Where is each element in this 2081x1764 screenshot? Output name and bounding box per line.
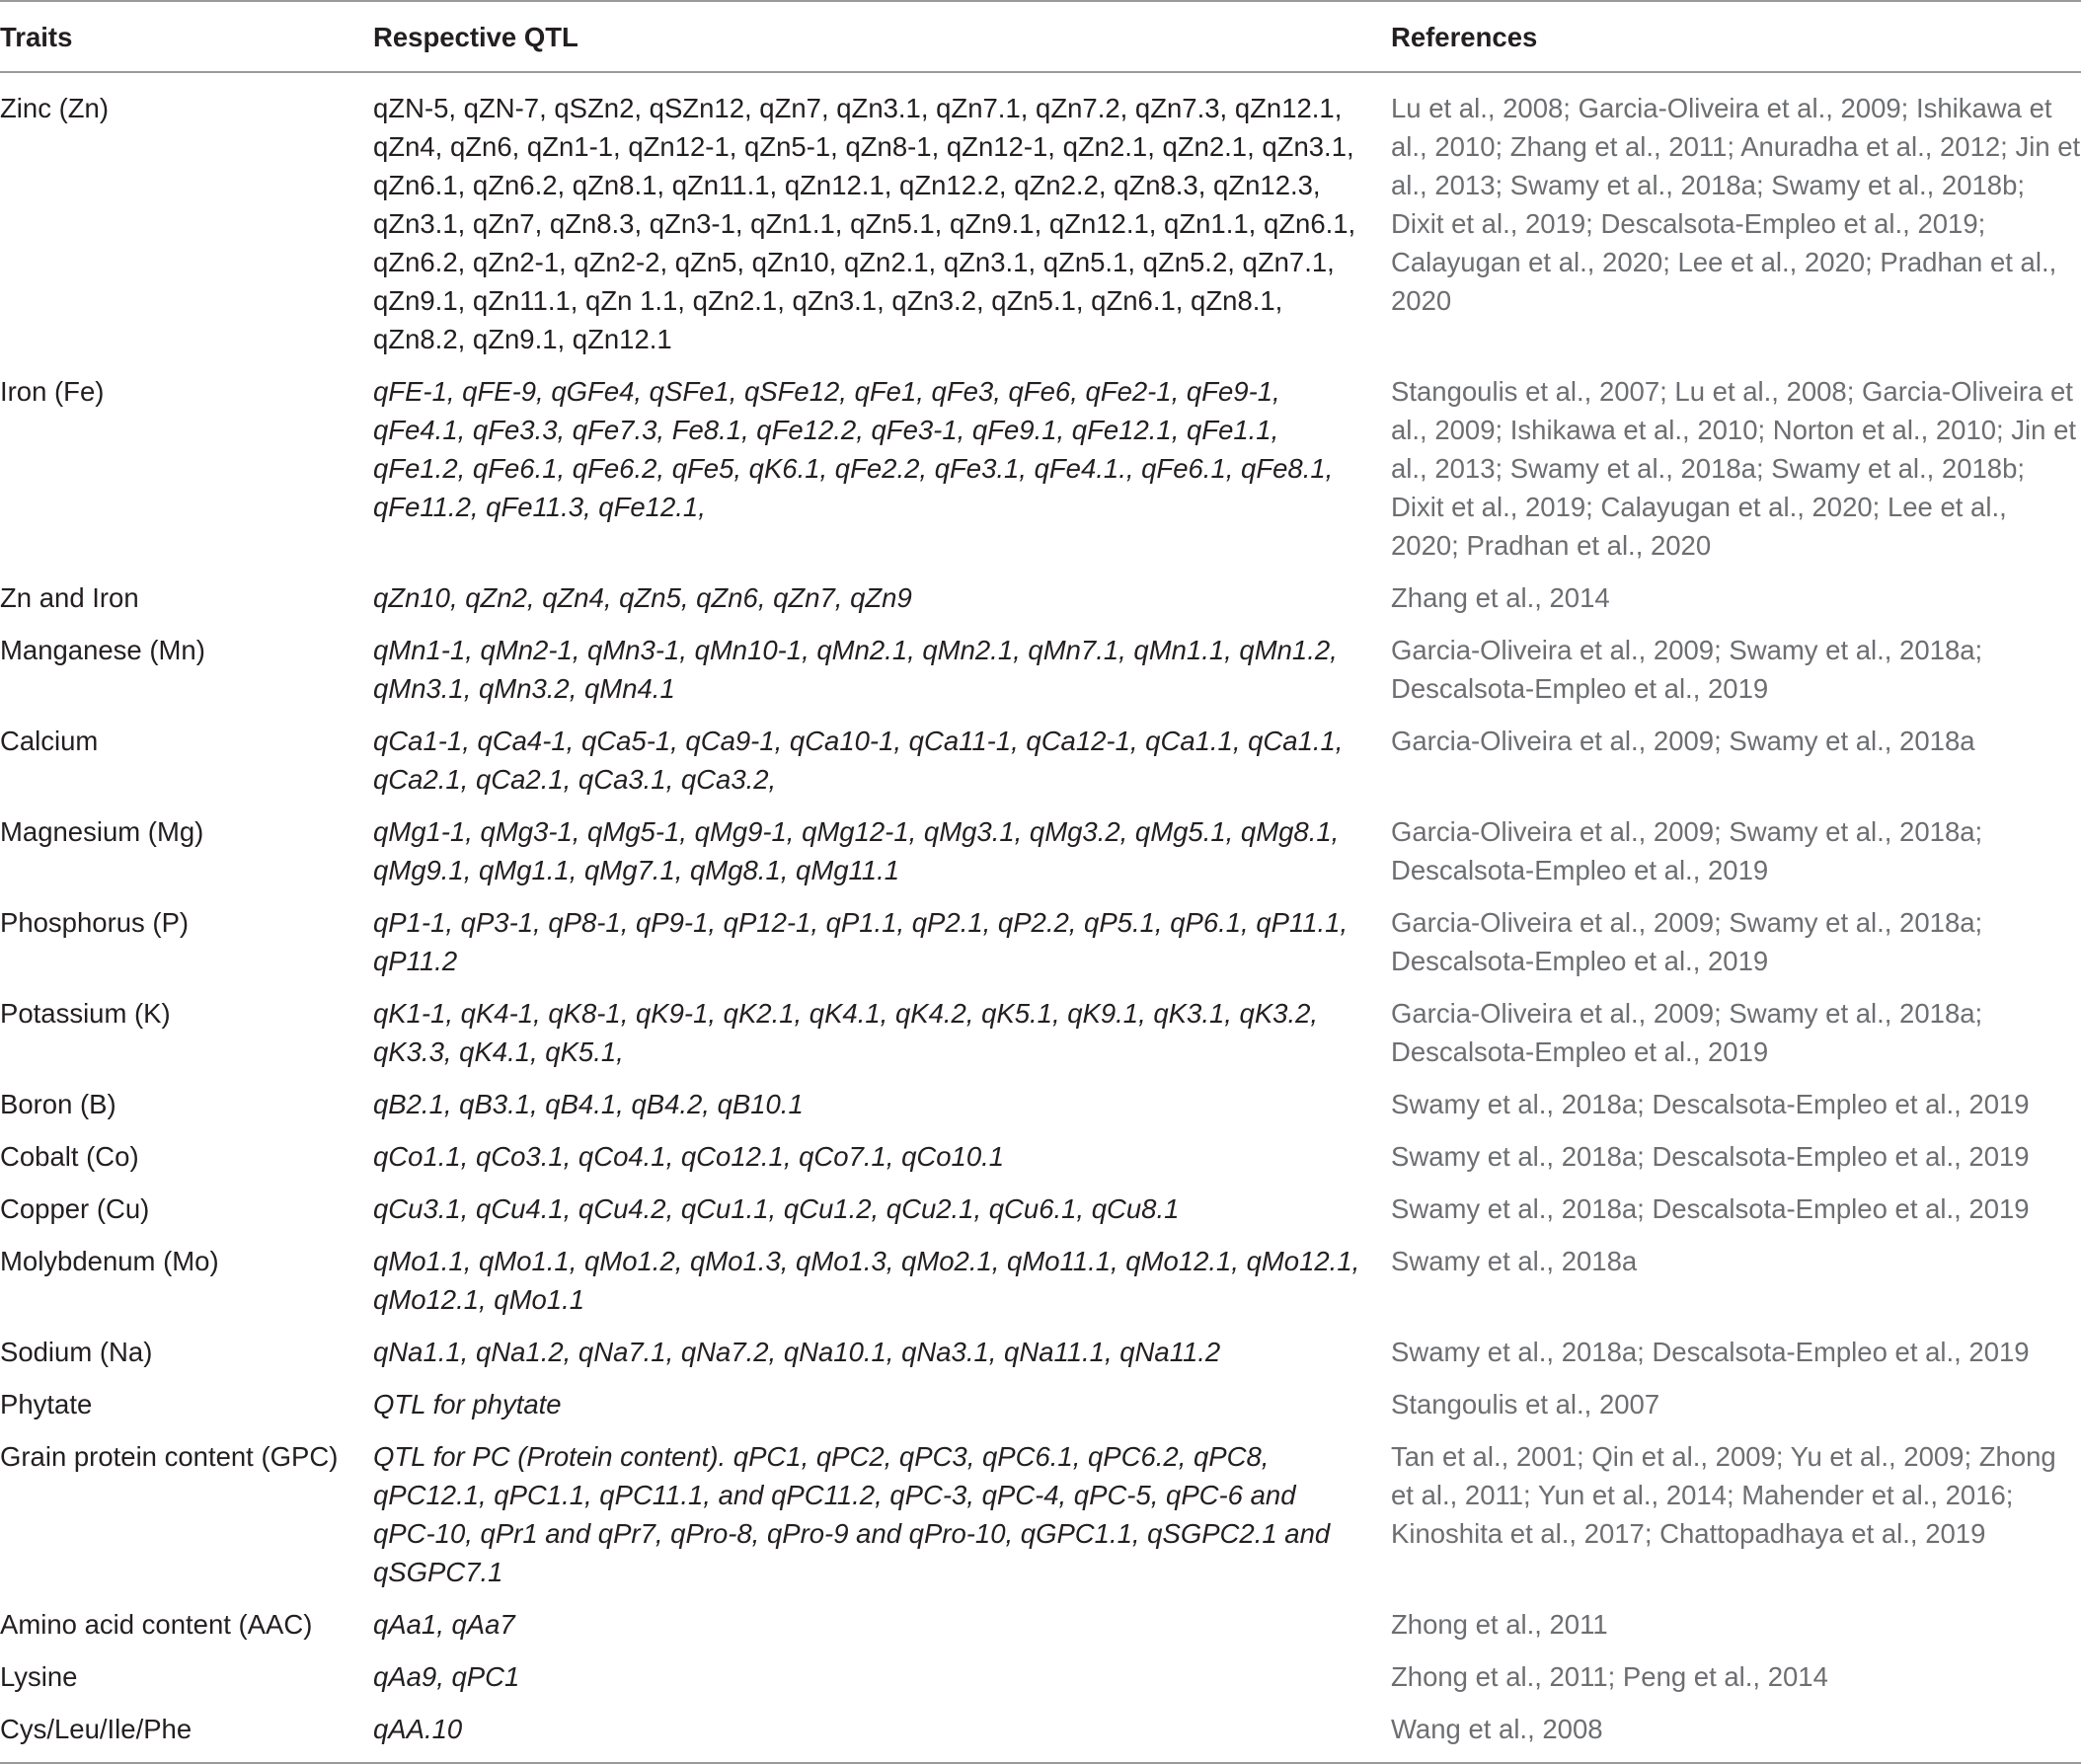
header-traits: Traits [0,1,373,72]
references-cell: Garcia-Oliveira et al., 2009; Swamy et al., 2018a; Descalsota-Empleo et al., 2019 [1391,635,1983,704]
references-cell: Stangoulis et al., 2007; Lu et al., 2008; Garcia-Oliveira et al., 2009; Ishikawa et al., 2010; Norton et al., 2010; Jin et al., 2013; Swamy et al., 2018a; Swamy et al., 2018b; Dixit et al., 2019; Calayugan et al., 2020; Lee et al., 2020; Pradhan et al., 2020 [1391,376,2077,561]
qtl-cell: qCu3.1, qCu4.1, qCu4.2, qCu1.1, qCu1.2, qCu2.1, qCu6.1, qCu8.1 [373,1193,1180,1224]
table-row [0,1236,2081,1327]
table-row [0,1131,2081,1184]
table-row [0,897,2081,988]
trait-cell: Lysine [0,1661,78,1692]
trait-cell: Grain protein content (GPC) [0,1441,339,1472]
trait-cell: Phosphorus (P) [0,907,190,938]
trait-cell: Boron (B) [0,1089,116,1119]
references-cell: Wang et al., 2008 [1391,1704,2081,1763]
trait-cell: Molybdenum (Mo) [0,1246,219,1276]
trait-cell: Copper (Cu) [0,1193,150,1224]
qtl-cell: qCo1.1, qCo3.1, qCo4.1, qCo12.1, qCo7.1, qCo10.1 [373,1141,1005,1172]
trait-cell: Sodium (Na) [0,1337,153,1367]
table-row [0,1651,2081,1704]
table-row [0,573,2081,625]
trait-cell: Magnesium (Mg) [0,816,204,847]
trait-cell: Iron (Fe) [0,376,105,407]
qtl-cell: qP1-1, qP3-1, qP8-1, qP9-1, qP12-1, qP1.1, qP2.1, qP2.2, qP5.1, qP6.1, qP11.1, qP11.2 [373,907,1349,976]
table-row [0,1704,2081,1763]
references-cell: Zhang et al., 2014 [1391,582,1610,613]
trait-cell: Cobalt (Co) [0,1141,139,1172]
qtl-cell: qMn1-1, qMn2-1, qMn3-1, qMn10-1, qMn2.1, qMn2.1, qMn7.1, qMn1.1, qMn1.2, qMn3.1, qMn3.2, qMn4.1 [373,635,1338,704]
references-cell: Garcia-Oliveira et al., 2009; Swamy et al., 2018a; Descalsota-Empleo et al., 2019 [1391,998,1983,1067]
table-row [0,1184,2081,1236]
references-cell: Garcia-Oliveira et al., 2009; Swamy et al., 2018a [1391,726,1975,756]
qtl-cell: qMg1-1, qMg3-1, qMg5-1, qMg9-1, qMg12-1, qMg3.1, qMg3.2, qMg5.1, qMg8.1, qMg9.1, qMg1.1, qMg7.1, qMg8.1, qMg11.1 [373,816,1340,885]
table-row [0,366,2081,573]
header-respective-qtl: Respective QTL [373,1,1391,72]
qtl-cell: qZN-5, qZN-7, qSZn2, qSZn12, qZn7, qZn3.1, qZn7.1, qZn7.2, qZn7.3, qZn12.1, qZn4, qZn6, qZn1-1, qZn12-1, qZn5-1, qZn8-1, qZn12-1, qZn2.1, qZn2.1, qZn3.1, qZn6.1, qZn6.2, qZn8.1, qZn11.1, qZn12.1, qZn12.2, qZn2.2, qZn8.3, qZn12.3, qZn3.1, qZn7, qZn8.3, qZn3-1, qZn1.1, qZn5.1, qZn9.1, qZn12.1, qZn1.1, qZn6.1, qZn6.2, qZn2-1, qZn2-2, qZn5, qZn10, qZn2.1, qZn3.1, qZn5.1, qZn5.2, qZn7.1, qZn9.1, qZn11.1, qZn 1.1, qZn2.1, qZn3.1, qZn3.2, qZn5.1, qZn6.1, qZn8.1, qZn8.2, qZn9.1, qZn12.1 [373,93,1356,354]
trait-cell: Cys/Leu/Ile/Phe [0,1704,373,1763]
qtl-cell: qFE-1, qFE-9, qGFe4, qSFe1, qSFe12, qFe1, qFe3, qFe6, qFe2-1, qFe9-1, qFe4.1, qFe3.3, qFe7.3, Fe8.1, qFe12.2, qFe3-1, qFe9.1, qFe12.1, qFe1.1, qFe1.2, qFe6.1, qFe6.2, qFe5, qK6.1, qFe2.2, qFe3.1, qFe4.1., qFe6.1, qFe8.1, qFe11.2, qFe11.3, qFe12.1, [373,376,1334,522]
references-cell: Garcia-Oliveira et al., 2009; Swamy et al., 2018a; Descalsota-Empleo et al., 2019 [1391,907,1983,976]
table-row [0,1327,2081,1379]
references-cell: Stangoulis et al., 2007 [1391,1389,1660,1419]
references-cell: Tan et al., 2001; Qin et al., 2009; Yu et al., 2009; Zhong et al., 2011; Yun et al., 2014; Mahender et al., 2016; Kinoshita et al., 2017; Chattopadhaya et al., 2019 [1391,1441,2056,1549]
qtl-cell: qAa9, qPC1 [373,1661,520,1692]
table-row [0,1079,2081,1131]
table-row [0,716,2081,806]
qtl-cell: qNa1.1, qNa1.2, qNa7.1, qNa7.2, qNa10.1, qNa3.1, qNa11.1, qNa11.2 [373,1337,1221,1367]
qtl-cell: qB2.1, qB3.1, qB4.1, qB4.2, qB10.1 [373,1089,804,1119]
trait-cell: Manganese (Mn) [0,635,205,665]
table-row [0,988,2081,1079]
trait-cell: Amino acid content (AAC) [0,1609,313,1640]
references-cell: Zhong et al., 2011; Peng et al., 2014 [1391,1661,1828,1692]
qtl-cell: qCa1-1, qCa4-1, qCa5-1, qCa9-1, qCa10-1, qCa11-1, qCa12-1, qCa1.1, qCa1.1, qCa2.1, qCa2.1, qCa3.1, qCa3.2, [373,726,1344,795]
table-row [0,806,2081,897]
qtl-cell: qAA.10 [373,1704,1391,1763]
trait-cell: Phytate [0,1389,93,1419]
trait-cell: Zn and Iron [0,582,139,613]
references-cell: Swamy et al., 2018a; Descalsota-Empleo et al., 2019 [1391,1141,2030,1172]
trait-cell: Potassium (K) [0,998,171,1029]
qtl-cell: qMo1.1, qMo1.1, qMo1.2, qMo1.3, qMo1.3, qMo2.1, qMo11.1, qMo12.1, qMo12.1, qMo12.1, qMo1.1 [373,1246,1360,1315]
qtl-cell: qK1-1, qK4-1, qK8-1, qK9-1, qK2.1, qK4.1, qK4.2, qK5.1, qK9.1, qK3.1, qK3.2, qK3.3, qK4.1, qK5.1, [373,998,1319,1067]
table-row [0,1379,2081,1431]
references-cell: Lu et al., 2008; Garcia-Oliveira et al., 2009; Ishikawa et al., 2010; Zhang et al., 2011; Anuradha et al., 2012; Jin et al., 2013; Swamy et al., 2018a; Swamy et al., 2018b; Dixit et al., 2019; Descalsota-Empleo et al., 2019; Calayugan et al., 2020; Lee et al., 2020; Pradhan et al., 2020 [1391,93,2081,316]
table-header-row [0,1,2081,72]
table-body [0,72,2081,1763]
table-row [0,72,2081,366]
header-references: References [1391,1,2081,72]
references-cell: Swamy et al., 2018a; Descalsota-Empleo et al., 2019 [1391,1089,2030,1119]
qtl-cell: qZn10, qZn2, qZn4, qZn5, qZn6, qZn7, qZn9 [373,582,912,613]
references-cell: Swamy et al., 2018a; Descalsota-Empleo et al., 2019 [1391,1337,2030,1367]
table-row [0,1599,2081,1651]
qtl-cell: QTL for PC (Protein content). qPC1, qPC2, qPC3, qPC6.1, qPC6.2, qPC8, qPC12.1, qPC1.1, qPC11.1, and qPC11.2, qPC-3, qPC-4, qPC-5, qPC-6 and qPC-10, qPr1 and qPr7, qPro-8, qPro-9 and qPro-10, qGPC1.1, qSGPC2.1 and qSGPC7.1 [373,1441,1331,1587]
references-cell: Swamy et al., 2018a; Descalsota-Empleo et al., 2019 [1391,1193,2030,1224]
qtl-cell: qAa1, qAa7 [373,1609,515,1640]
references-cell: Swamy et al., 2018a [1391,1246,1638,1276]
qtl-cell: QTL for phytate [373,1389,562,1419]
references-cell: Garcia-Oliveira et al., 2009; Swamy et al., 2018a; Descalsota-Empleo et al., 2019 [1391,816,1983,885]
trait-cell: Zinc (Zn) [0,93,109,123]
references-cell: Zhong et al., 2011 [1391,1609,1608,1640]
trait-cell: Calcium [0,726,99,756]
table-row [0,1431,2081,1599]
table-row [0,625,2081,716]
